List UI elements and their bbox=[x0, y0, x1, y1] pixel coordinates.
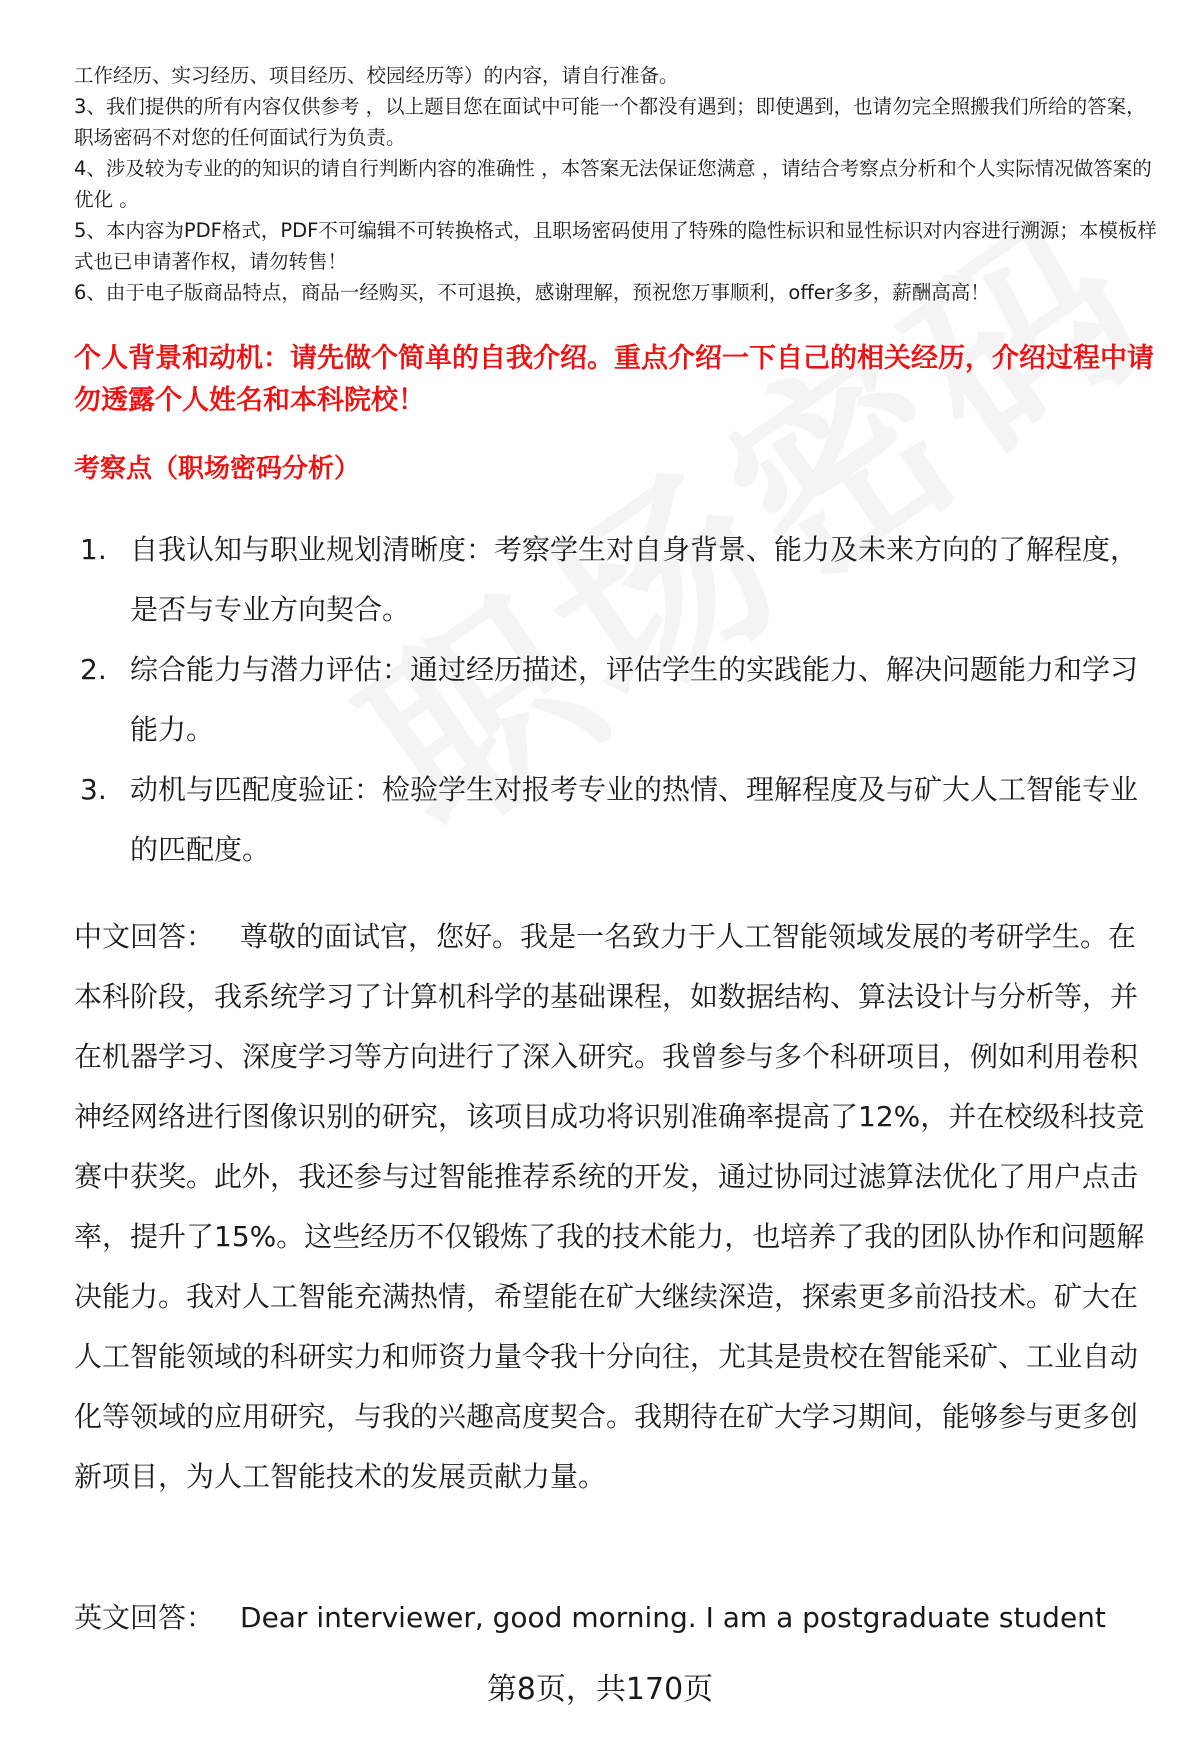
analysis-point bbox=[80, 640, 1160, 760]
note-item: 工作经历、实习经历、项目经历、校园经历等）的内容，请自行准备。 bbox=[74, 64, 679, 87]
english-answer-label: 英文回答： bbox=[74, 1601, 215, 1634]
note-item: 4、涉及较为专业的的知识的请自行判断内容的准确性 ，本答案无法保证您满意 ，请结合考察点分析和个人实际情况做答案的优化 。 bbox=[74, 157, 1152, 211]
point-text: 动机与匹配度验证：检验学生对报考专业的热情、理解程度及与矿大人工智能专业的匹配度。 bbox=[130, 773, 1139, 866]
english-answer-text: Dear interviewer, good morning. I am a postgraduate student bbox=[240, 1601, 1106, 1634]
page-number: 第8页，共170页 bbox=[486, 1672, 714, 1707]
analysis-points bbox=[80, 520, 1160, 880]
chinese-answer-label: 中文回答： bbox=[74, 920, 215, 953]
point-number: 2. bbox=[80, 653, 107, 686]
question-heading: 个人背景和动机：请先做个简单的自我介绍。重点介绍一下自己的相关经历，介绍过程中请勿透露个人姓名和本科院校！ bbox=[74, 343, 1154, 416]
chinese-answer-text: 尊敬的面试官，您好。我是一名致力于人工智能领域发展的考研学生。在本科阶段，我系统学习了计算机科学的基础课程，如数据结构、算法设计与分析等，并在机器学习、深度学习等方向进行了深入研究。我曾参与多个科研项目，例如利用卷积神经网络进行图像识别的研究，该项目成功将识别准确率提高了12%，并在校级科技竞赛中获奖。此外，我还参与过智能推荐系统的开发，通过协同过滤算法优化了用户点击率，提升了15%。这些经历不仅锻炼了我的技术能力，也培养了我的团队协作和问题解决能力。我对人工智能充满热情，希望能在矿大继续深造，探索更多前沿技术。矿大在人工智能领域的科研实力和师资力量令我十分向往，尤其是贵校在智能采矿、工业自动化等领域的应用研究，与我的兴趣高度契合。我期待在矿大学习期间，能够参与更多创新项目，为人工智能技术的发展贡献力量。 bbox=[74, 920, 1145, 1493]
chinese-answer bbox=[74, 907, 1154, 1507]
analysis-title: 考察点（职场密码分析） bbox=[74, 454, 361, 484]
note-item: 6、由于电子版商品特点，商品一经购买，不可退换，感谢理解，预祝您万事顺利，offer多多，薪酬高高！ bbox=[74, 281, 990, 304]
english-answer bbox=[74, 1588, 1154, 1648]
point-number: 1. bbox=[80, 533, 107, 566]
point-text: 综合能力与潜力评估：通过经历描述，评估学生的实践能力、解决问题能力和学习能力。 bbox=[130, 653, 1139, 746]
analysis-point bbox=[80, 520, 1160, 640]
point-number: 3. bbox=[80, 773, 107, 806]
note-item: 3、我们提供的所有内容仅供参考 ，以上题目您在面试中可能一个都没有遇到；即使遇到，也请勿完全照搬我们所给的答案，职场密码不对您的任何面试行为负责。 bbox=[74, 95, 1146, 149]
notes-section bbox=[74, 60, 1164, 308]
point-text: 自我认知与职业规划清晰度：考察学生对自身背景、能力及未来方向的了解程度，是否与专业方向契合。 bbox=[130, 533, 1139, 626]
analysis-point bbox=[80, 760, 1160, 880]
note-item: 5、本内容为PDF格式，PDF不可编辑不可转换格式，且职场密码使用了特殊的隐性标识和显性标识对内容进行溯源；本模板样式也已申请著作权，请勿转售！ bbox=[74, 219, 1157, 273]
